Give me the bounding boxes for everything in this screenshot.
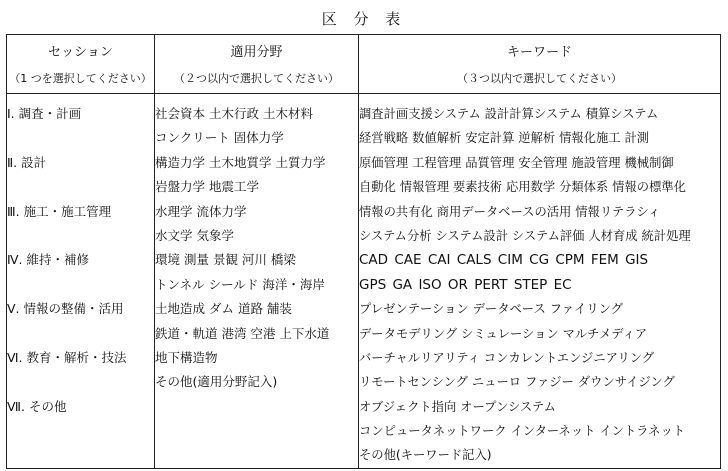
field-line: 環境 測量 景観 河川 橋梁: [155, 252, 296, 268]
field-line: 水理学 流体力学: [155, 203, 247, 219]
field-line: 水文学 気象学: [155, 227, 234, 243]
keyword-line: システム分析 システム設計 システム評価 人材育成 統計処理: [359, 228, 691, 243]
field-line: 地下構造物: [155, 349, 218, 365]
field-line: 岩盤力学 地震工学: [155, 179, 259, 195]
keyword-line: 調査計画支援システム 設計計算システム 積算システム: [359, 107, 659, 121]
header-label: キーワード: [506, 45, 572, 60]
field-line: コンクリート 固体力学: [155, 130, 284, 146]
session-item: Ⅰ. 調査・計画: [7, 106, 82, 121]
header-note: （1 つを選択してください）: [9, 72, 152, 85]
keyword-line: その他(キーワード記入): [359, 448, 492, 463]
session-item: Ⅲ. 施工・施工管理: [7, 203, 112, 219]
header-field: [155, 35, 359, 94]
page-title: 区 分 表: [321, 10, 407, 28]
keyword-line: 自動化 情報管理 要素技術 応用数学 分類体系 情報の標準化: [359, 180, 686, 195]
header-note: （２つ以内で選択してください）: [174, 72, 339, 85]
keyword-line: コンピュータネットワーク インターネット イントラネット: [359, 424, 686, 439]
classification-table: [6, 34, 721, 469]
keyword-list: [359, 94, 721, 469]
session-list: [7, 94, 155, 469]
field-list: [155, 94, 359, 469]
session-item: Ⅳ. 維持・補修: [7, 252, 89, 268]
keyword-line: 経営戦略 数値解析 安定計算 逆解析 情報化施工 計測: [359, 131, 650, 146]
header-session: [7, 35, 155, 94]
keyword-line: 情報の共有化 商用データベースの活用 情報リテラシィ: [359, 204, 661, 219]
keyword-line: バーチャルリアリティ コンカレントエンジニアリング: [359, 350, 655, 365]
field-line: 鉄道・軌道 港湾 空港 上下水道: [155, 325, 330, 341]
field-line: 社会資本 土木行政 土木材料: [155, 106, 313, 121]
header-note: （３つ以内で選択してください）: [457, 72, 622, 85]
keyword-line: 原価管理 工程管理 品質管理 安全管理 施設管理 機械制御: [359, 155, 674, 170]
field-line: 土地造成 ダム 道路 舗装: [155, 301, 292, 317]
session-item: Ⅴ. 情報の整備・活用: [7, 301, 124, 317]
session-item: Ⅶ. その他: [7, 398, 67, 414]
keyword-line: リモートセンシング ニューロ ファジー ダウンサイジング: [359, 375, 675, 390]
keyword-line: GPS GA ISO OR PERT STEP EC: [359, 276, 572, 293]
session-item: Ⅱ. 設計: [7, 154, 47, 170]
field-line: その他(適用分野記入): [155, 374, 278, 390]
header-label: 適用分野: [230, 45, 283, 60]
session-item: Ⅵ. 教育・解析・技法: [7, 349, 127, 365]
header-keyword: [359, 35, 721, 94]
keyword-line: オブジェクト指向 オープンシステム: [359, 399, 556, 414]
keyword-line: データモデリング シミュレーション マルチメディア: [359, 326, 648, 341]
keyword-line: プレゼンテーション データベース ファイリング: [359, 302, 623, 317]
field-line: 構造力学 土木地質学 土質力学: [155, 154, 326, 170]
header-label: セッション: [48, 45, 113, 60]
field-line: トンネル シールド 海洋・海岸: [155, 276, 325, 292]
keyword-line: CAD CAE CAI CALS CIM CG CPM FEM GIS: [359, 252, 649, 269]
